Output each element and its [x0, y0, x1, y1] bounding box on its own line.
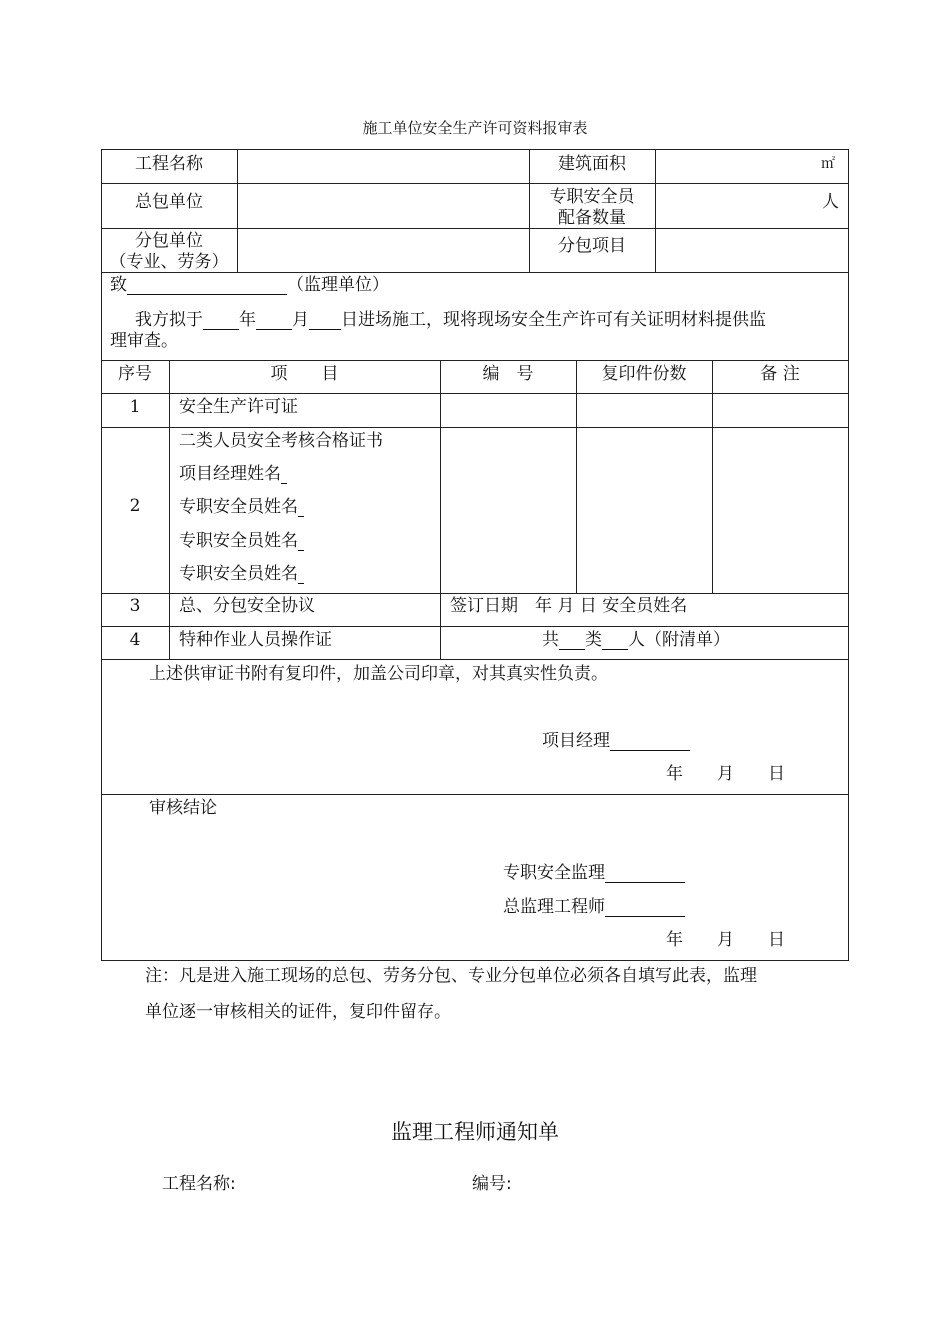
row2-line4: 专职安全员姓名 — [179, 531, 304, 551]
safety-officer-count-label-2: 配备数量 — [558, 208, 626, 228]
col-code: 编 号 — [482, 364, 534, 384]
safety-supervisor-signature: 专职安全监理 — [503, 863, 685, 883]
row2-line2: 项目经理姓名 — [179, 464, 287, 484]
row4-no: 4 — [129, 630, 141, 650]
col-item: 项 目 — [270, 364, 339, 384]
notice-title: 监理工程师通知单 — [391, 1120, 559, 1144]
row4-detail: 共 类 人（附清单） — [542, 630, 730, 650]
day-blank — [309, 311, 341, 330]
sub-item-label: 分包项目 — [558, 236, 626, 256]
to-label: 致 — [110, 275, 127, 295]
year-blank — [203, 311, 239, 330]
general-contractor-label: 总包单位 — [135, 192, 203, 212]
area-unit: ㎡ — [821, 156, 835, 172]
note-line-1: 注：凡是进入施工现场的总包、劳务分包、专业分包单位必须各自填写此表，监理 — [145, 966, 757, 986]
row3-detail: 签订日期 年 月 日 安全员姓名 — [450, 596, 688, 616]
row2-line5: 专职安全员姓名 — [179, 564, 304, 584]
subcontractor-label-1: 分包单位 — [135, 231, 203, 251]
notice-number-label: 编号: — [472, 1174, 512, 1194]
building-area-label: 建筑面积 — [558, 154, 626, 174]
row2-line3: 专职安全员姓名 — [179, 497, 304, 517]
row2-no: 2 — [129, 496, 141, 516]
pm-signature: 项目经理 — [542, 731, 690, 751]
note-line-2: 单位逐一审核相关的证件，复印件留存。 — [145, 1002, 451, 1022]
review-date: 年 月 日 — [666, 930, 785, 950]
review-label: 审核结论 — [149, 798, 217, 818]
safety-officer-count-label-1: 专职安全员 — [549, 187, 635, 207]
address-line — [110, 275, 389, 295]
row1-item: 安全生产许可证 — [179, 397, 298, 417]
col-remark: 备 注 — [760, 364, 800, 384]
chief-engineer-signature: 总监理工程师 — [503, 897, 685, 917]
form-title: 施工单位安全生产许可资料报审表 — [362, 119, 588, 137]
declaration-date: 年 月 日 — [666, 764, 785, 784]
supervisor-label: （监理单位） — [287, 275, 389, 295]
row1-no: 1 — [129, 397, 141, 417]
row3-no: 3 — [129, 596, 141, 616]
person-unit: 人 — [822, 192, 839, 212]
row2-line1: 二类人员安全考核合格证书 — [179, 431, 383, 451]
col-copies: 复印件份数 — [601, 364, 687, 384]
project-name-label: 工程名称 — [135, 154, 203, 174]
col-no: 序号 — [118, 364, 152, 384]
address-body: 我方拟于 年 月 日进场施工，现将现场安全生产许可有关证明材料提供监 — [135, 310, 766, 330]
row4-item: 特种作业人员操作证 — [179, 630, 332, 650]
address-body-2: 理审查。 — [110, 331, 178, 351]
month-blank — [256, 311, 292, 330]
row3-item: 总、分包安全协议 — [179, 596, 315, 616]
subcontractor-label-2: （专业、劳务） — [109, 252, 229, 272]
supervisor-blank — [127, 276, 287, 295]
notice-project-name-label: 工程名称: — [162, 1174, 236, 1194]
declaration-text: 上述供审证书附有复印件，加盖公司印章，对其真实性负责。 — [149, 664, 608, 684]
